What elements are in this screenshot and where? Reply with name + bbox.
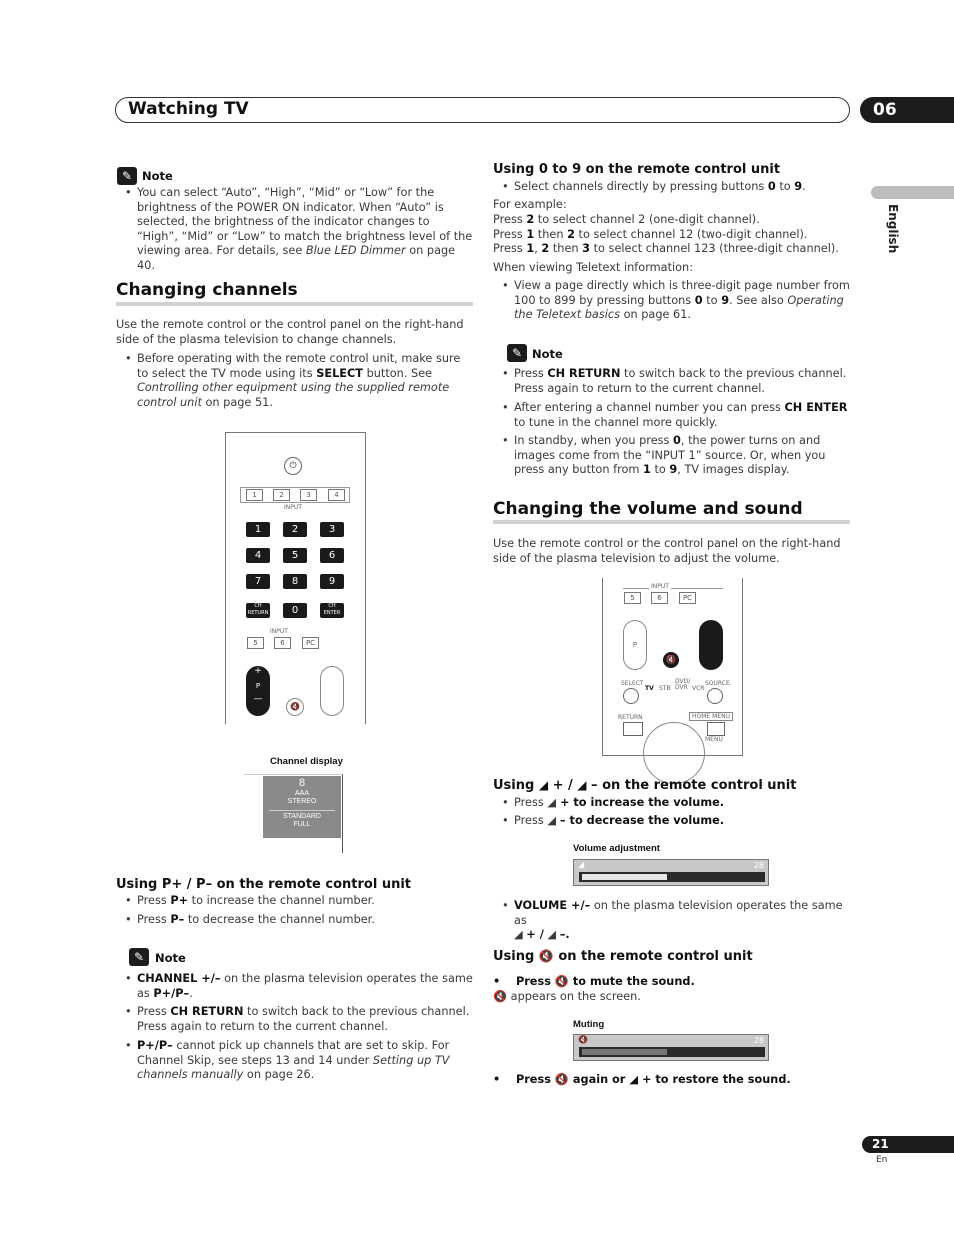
section-rule	[116, 302, 473, 306]
input-button: 1	[246, 489, 263, 501]
page-title: Watching TV	[128, 99, 249, 119]
channel-size: FULL	[293, 821, 311, 828]
subsection-title-digits: Using 0 to 9 on the remote control unit	[493, 162, 781, 177]
digit-button: 7	[246, 574, 270, 589]
volume-fill	[582, 874, 667, 880]
input-button: 3	[300, 489, 317, 501]
mute-step: • Press 🔇 to mute the sound.	[493, 975, 695, 988]
digit-button: 6	[320, 548, 344, 563]
note-text: • P+/P– cannot pick up channels that are set to skip. For Channel Skip, see steps 13 and 14 under Setting up TV channels manually on page 26.	[137, 1039, 473, 1083]
note-icon: ✎	[507, 344, 527, 362]
return-label: RETURN	[618, 714, 643, 721]
digit-button: 9	[320, 574, 344, 589]
channel-display-box	[263, 776, 341, 838]
remote-illustration	[602, 578, 743, 756]
input-button: 5	[247, 637, 264, 649]
return-button	[623, 722, 643, 736]
bullet-volume-panel: • VOLUME +/– on the plasma television operates the same as ◢ + / ◢ –.	[514, 899, 850, 943]
program-rocker: P	[623, 620, 647, 670]
note-text: • In standby, when you press 0, the power turns on and images come from the “INPUT 1” source. Or, when you press any button from 1 to 9, TV images display.	[514, 434, 850, 478]
volume-icon: ◢	[538, 778, 549, 792]
input-label: INPUT	[651, 583, 669, 590]
input-button: PC	[679, 592, 696, 604]
note-label: Note	[155, 951, 186, 965]
note-text: • Press CH RETURN to switch back to the previous channel. Press again to return to the current channel.	[514, 367, 850, 396]
example-line: Press 1 then 2 to select channel 12 (two-digit channel).	[493, 228, 808, 241]
channel-number: 8	[298, 777, 306, 789]
digit-button: 2	[283, 522, 307, 537]
mute-icon: 🔇	[663, 652, 679, 668]
volume-caption: Volume adjustment	[573, 843, 660, 854]
subsection-title-volume: Using ◢ + / ◢ – on the remote control unit	[493, 778, 797, 793]
muting-caption: Muting	[573, 1019, 605, 1030]
power-icon: ⏻	[284, 457, 302, 475]
program-minus-label: —	[253, 694, 263, 704]
bullet-p-minus: • Press P– to decrease the channel number.	[137, 913, 473, 928]
program-label: P	[255, 682, 261, 690]
input-button: 5	[624, 592, 641, 604]
channel-display-caption: Channel display	[270, 756, 343, 767]
volume-rocker	[320, 666, 344, 716]
subsection-title-mute: Using 🔇 on the remote control unit	[493, 949, 753, 964]
note-text: • After entering a channel number you can press CH ENTER to tune in the channel more quickly.	[514, 401, 850, 430]
select-label: SELECT	[621, 680, 644, 687]
home-menu-label: HOME MENU	[689, 712, 733, 721]
input-button: 6	[651, 592, 668, 604]
volume-value: 28	[753, 861, 764, 870]
muting-track	[579, 1047, 765, 1057]
vcr-label: VCR	[692, 685, 705, 692]
chapter-number: 06	[860, 97, 954, 123]
mute-appears: 🔇 appears on the screen.	[493, 990, 641, 1003]
muting-bar	[573, 1034, 769, 1061]
section-rule	[493, 520, 850, 524]
page-language: En	[876, 1155, 888, 1165]
intro-text: Use the remote control or the control panel on the right-hand side of the plasma television to change channels.	[116, 318, 464, 346]
subsection-title-p: Using P+ / P– on the remote control unit	[116, 877, 412, 892]
bullet-digits: • Select channels directly by pressing buttons 0 to 9.	[514, 180, 850, 195]
mute-icon: 🔇	[554, 1073, 569, 1086]
navigation-ring	[643, 722, 705, 784]
input-button: 6	[274, 637, 291, 649]
ch-enter-button: CH ENTER	[320, 603, 344, 618]
page-number: 21	[862, 1136, 954, 1153]
ch-return-button: CH RETURN	[247, 603, 269, 616]
restore-step: • Press 🔇 again or ◢ + to restore the sound.	[493, 1073, 791, 1086]
muting-value: 28	[753, 1036, 764, 1045]
bullet-text: • Before operating with the remote control unit, make sure to select the TV mode using its SELECT button. See Controlling other equipment using the supplied remote control unit on page 51.	[137, 352, 473, 410]
bullet-volume-up: • Press ◢ + to increase the volume.	[514, 796, 850, 811]
input-button: 2	[273, 489, 290, 501]
intro-text: Use the remote control or the control panel on the right-hand side of the plasma television to adjust the volume.	[493, 537, 841, 565]
mute-icon: 🔇	[554, 975, 569, 988]
mute-icon: 🔇	[286, 698, 304, 716]
volume-icon: ◢	[577, 778, 587, 792]
mute-icon: 🔇	[493, 990, 508, 1003]
example-line: Press 1, 2 then 3 to select channel 123 (three-digit channel).	[493, 242, 839, 255]
teletext-intro: When viewing Teletext information:	[493, 261, 694, 274]
input-label: INPUT	[270, 628, 288, 635]
bullet-teletext: • View a page directly which is three-digit page number from 100 to 899 by pressing buttons 0 to 9. See also Operating the Teletext basics on page 61.	[514, 279, 850, 323]
mute-icon: 🔇	[578, 1035, 588, 1044]
menu-label: MENU	[705, 736, 723, 743]
note-icon: ✎	[129, 948, 149, 966]
volume-icon: ◢	[514, 928, 523, 942]
volume-icon: ◢	[547, 796, 557, 809]
muting-fill	[582, 1049, 667, 1055]
dvd-label: DVD/ DVR	[675, 678, 691, 691]
volume-icon: ◢	[547, 928, 557, 942]
select-button	[623, 688, 639, 704]
language-label: English	[886, 204, 900, 254]
note-icon: ✎	[117, 167, 137, 185]
program-rocker	[246, 666, 270, 716]
digit-button: 1	[246, 522, 270, 537]
input-label: INPUT	[284, 504, 302, 511]
bullet-p-plus: • Press P+ to increase the channel number.	[137, 894, 473, 909]
volume-icon: ◢	[629, 1073, 639, 1086]
note-text: • Press CH RETURN to switch back to the previous channel. Press again to return to the current channel.	[137, 1005, 473, 1034]
example-label: For example:	[493, 198, 567, 211]
digit-button-zero: 0	[283, 603, 307, 618]
volume-icon: ◢	[547, 814, 557, 827]
mute-icon: 🔇	[538, 949, 554, 963]
digit-button: 4	[246, 548, 270, 563]
source-label: SOURCE	[705, 680, 730, 687]
input-button: 4	[328, 489, 345, 501]
source-button	[707, 688, 723, 704]
digit-button: 8	[283, 574, 307, 589]
program-plus-label: +	[254, 666, 262, 676]
example-line: Press 2 to select channel 2 (one-digit channel).	[493, 213, 760, 226]
section-title-changing-channels: Changing channels	[116, 280, 298, 300]
digit-button: 5	[283, 548, 307, 563]
note-label: Note	[142, 169, 173, 183]
language-tab	[871, 186, 954, 199]
section-title-volume: Changing the volume and sound	[493, 499, 803, 519]
note-text: • You can select “Auto”, “High”, “Mid” or “Low” for the brightness of the POWER ON indicator. When “Auto” is selected, the brightness of the indicator changes to “High”, “Mid” or “Low” to match the brightness level of the viewing area. For details, see Blue LED Dimmer on page 40.	[137, 186, 473, 274]
channel-name: AAA	[294, 790, 309, 797]
input-button: PC	[302, 637, 319, 649]
volume-rocker	[699, 620, 723, 670]
bullet-volume-down: • Press ◢ – to decrease the volume.	[514, 814, 850, 829]
note-label: Note	[532, 347, 563, 361]
divider	[623, 588, 723, 589]
volume-track	[579, 872, 765, 882]
volume-icon: ◢	[578, 860, 585, 869]
channel-mode: STANDARD	[269, 810, 335, 821]
tv-label: TV	[645, 685, 654, 692]
remote-illustration	[225, 432, 366, 724]
note-text: • CHANNEL +/– on the plasma television operates the same as P+/P–.	[137, 972, 473, 1001]
stb-label: STB	[659, 685, 671, 692]
volume-bar	[573, 859, 769, 886]
digit-button: 3	[320, 522, 344, 537]
channel-audio: STEREO	[287, 798, 317, 805]
menu-button	[707, 722, 725, 736]
